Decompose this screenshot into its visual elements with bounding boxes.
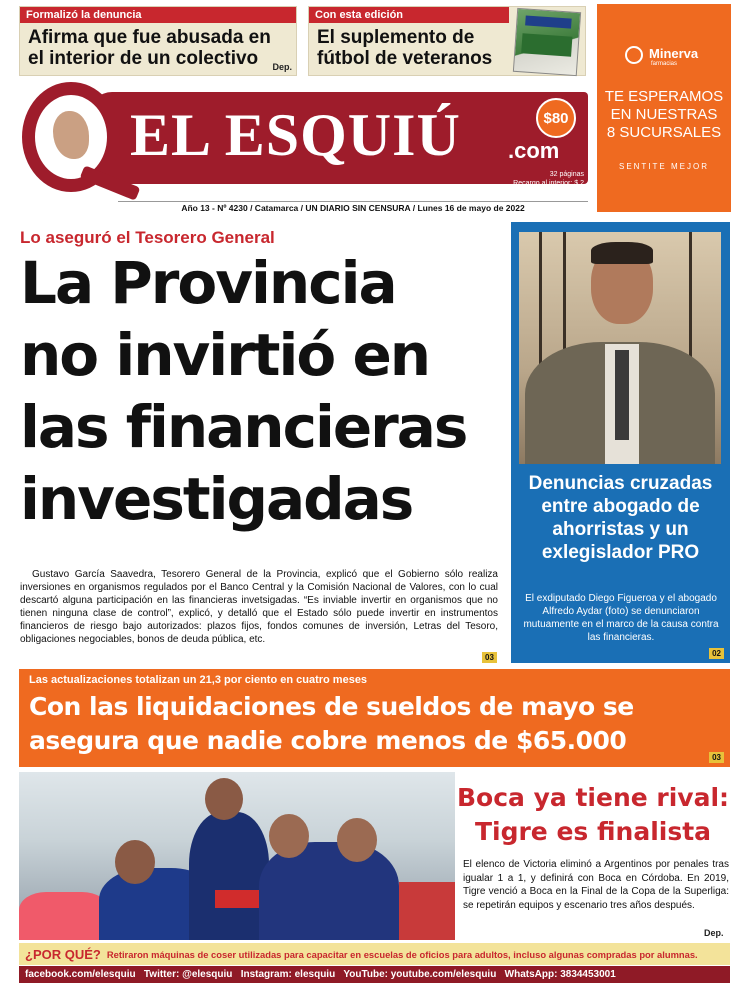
teaser-headline: El suplemento de fútbol de veteranos: [317, 27, 493, 69]
masthead: [18, 80, 592, 214]
sports-photo: [19, 772, 455, 940]
headline-line-3: las financieras: [20, 393, 467, 461]
banner-line-2: asegura que nadie cobre menos de $65.000: [29, 726, 627, 755]
por-que-label: ¿POR QUÉ?: [25, 946, 101, 962]
sports-section-label: Dep.: [704, 928, 724, 938]
main-page-number: 03: [482, 652, 497, 663]
interior-surcharge: Recargo al interior: $ 2: [513, 180, 584, 187]
salaries-banner[interactable]: [19, 669, 730, 767]
section-label: Dep.: [272, 62, 292, 72]
sports-headline-line-1[interactable]: Boca ya tiene rival:: [456, 783, 730, 812]
banner-kicker: Las actualizaciones totalizan un 21,3 por ciento en cuatro meses: [29, 674, 368, 686]
banner-page-number: 03: [709, 752, 724, 763]
price-badge: [536, 98, 576, 138]
main-kicker: Lo aseguró el Tesorero General: [20, 228, 275, 247]
main-headline[interactable]: [20, 247, 510, 535]
por-que-strip[interactable]: [19, 943, 730, 965]
masthead-domain: .com: [508, 138, 560, 163]
teaser-abuse[interactable]: [19, 6, 297, 76]
lawyer-photo: [519, 232, 721, 464]
teaser-tag: Formalizó la denuncia: [20, 7, 296, 23]
pharmacy-logo-icon: [625, 46, 643, 64]
ad-line-1: TE ESPERAMOS: [604, 88, 724, 105]
side-title: Denuncias cruzadas entre abogado de ahorristas y un exlegislador PRO: [528, 473, 713, 563]
supplement-thumbnail: [513, 8, 581, 76]
por-que-text: Retiraron máquinas de coser utilizadas para capacitar en escuelas de oficios para adultos, incluso algunas compradas por alumnas.: [106, 948, 698, 960]
sports-headline-line-2[interactable]: Tigre es finalista: [474, 817, 712, 846]
side-page-number: 02: [709, 648, 724, 659]
ad-brand-sub: farmacias: [651, 61, 678, 67]
teaser-tag: Con esta edición: [309, 7, 509, 23]
main-body: Gustavo García Saavedra, Tesorero General de la Provincia, explicó que el Gobierno sólo realiza inversiones en organismos regulados por el Banco Central y la Comisión Nacional de Valores, con lo cual descartó alguna participación en las financieras invetsigadas. “Es inviable invertir en organismos que no tienen ninguna clase de control”, explicó, y detalló que el Estado sólo puede invertir en instrumentos financieros de riesgo bajo autorizados: plazos fijos, fondos comunes de inversión, Letras del Tesoro, obligaciones negociables, bonos de deuda pública, etc.: [20, 569, 498, 645]
social-links: facebook.com/elesquiu Twitter: @elesquiu Instagram: elesquiu YouTube: youtube.com/elesquiu WhatsApp: 3834453001: [25, 969, 616, 980]
ad-brand: Minerva: [649, 46, 699, 61]
dateline: Año 13 - Nº 4230 / Catamarca / UN DIARIO SIN CENSURA / Lunes 16 de mayo de 2022: [118, 201, 588, 213]
sports-body: El elenco de Victoria eliminó a Argentinos por penales tras igualar 1 a 1, y definirá con Boca en Córdoba. En 2019, Tigre venció a Boca en la Final de la Copa de la Superliga: se repetirán equipos y escenario tres años después.: [463, 859, 729, 911]
ad-line-3: 8 SUCURSALES: [606, 124, 722, 141]
teaser-headline: Afirma que fue abusada en el interior de un colectivo: [28, 27, 271, 69]
ad-line-2: EN NUESTRAS: [610, 106, 718, 123]
page-count: 32 páginas: [549, 171, 584, 178]
headline-line-1: La Provincia: [20, 249, 396, 317]
headline-line-4: investigadas: [20, 465, 413, 533]
social-links-strip[interactable]: [19, 966, 730, 983]
banner-line-1: Con las liquidaciones de sueldos de mayo se: [29, 692, 634, 721]
pharmacy-ad[interactable]: [597, 4, 731, 212]
side-story[interactable]: [511, 222, 730, 663]
teaser-supplement[interactable]: [308, 6, 586, 76]
ad-slogan: SENTITE MEJOR: [618, 162, 709, 171]
price-value: $80: [543, 109, 569, 127]
headline-line-2: no invirtió en: [20, 321, 430, 389]
masthead-title: EL ESQUIÚ: [130, 102, 461, 168]
side-body: El exdiputado Diego Figueroa y el abogado Alfredo Aydar (foto) se denunciaron mutuamente en el marco de la causa contra las financieras.: [523, 593, 719, 643]
